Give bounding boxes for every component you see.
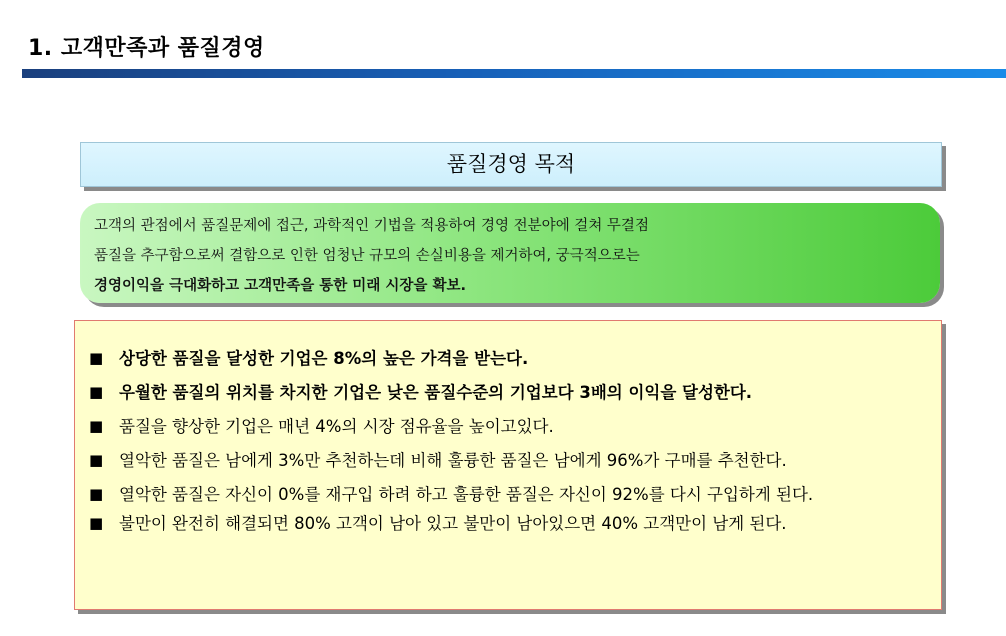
list-item-text: 열악한 품질은 자신이 0%를 재구입 하려 하고 훌륭한 품질은 자신이 92%를 다시 구입하게 된다. [119,485,814,504]
list-item [89,415,923,438]
square-bullet-icon: ■ [89,383,104,401]
summary-line: 품질을 추구함으로써 결함으로 인한 엄청난 규모의 손실비용을 제거하여, 궁극적으로는 [94,248,640,264]
list-item-text: 불만이 완전히 해결되면 80% 고객이 남아 있고 불만이 남아있으면 40% 고객만이 남게 된다. [119,514,787,533]
square-bullet-icon: ■ [89,451,104,469]
summary-line: 고객의 관점에서 품질문제에 접근, 과학적인 기법을 적용하여 경영 전분야에 걸쳐 무결점 [94,218,649,234]
summary-line: 경영이익을 극대화하고 고객만족을 통한 미래 시장을 확보. [94,278,466,294]
list-item [89,512,923,535]
slide-title: 1. 고객만족과 품질경영 [28,36,265,61]
list-item [89,483,923,506]
summary-box [80,203,940,303]
list-item-text: 상당한 품질을 달성한 기업은 8%의 높은 가격을 받는다. [119,349,529,368]
square-bullet-icon: ■ [89,485,104,503]
purpose-heading-box [80,142,942,187]
square-bullet-icon: ■ [89,349,104,367]
list-item-text: 열악한 품질은 남에게 3%만 추천하는데 비해 훌륭한 품질은 남에게 96%가 구매를 추천한다. [119,451,787,470]
list-item [89,347,923,370]
list-item-text: 우월한 품질의 위치를 차지한 기업은 낮은 품질수준의 기업보다 3배의 이익을 달성한다. [119,383,753,402]
square-bullet-icon: ■ [89,417,104,435]
list-item-text: 품질을 향상한 기업은 매년 4%의 시장 점유율을 높이고있다. [119,417,554,436]
purpose-heading: 품질경영 목적 [446,152,576,176]
key-points-box [74,320,942,610]
square-bullet-icon: ■ [89,514,104,532]
list-item [89,449,923,472]
list-item [89,381,923,404]
title-underline [22,69,1006,78]
